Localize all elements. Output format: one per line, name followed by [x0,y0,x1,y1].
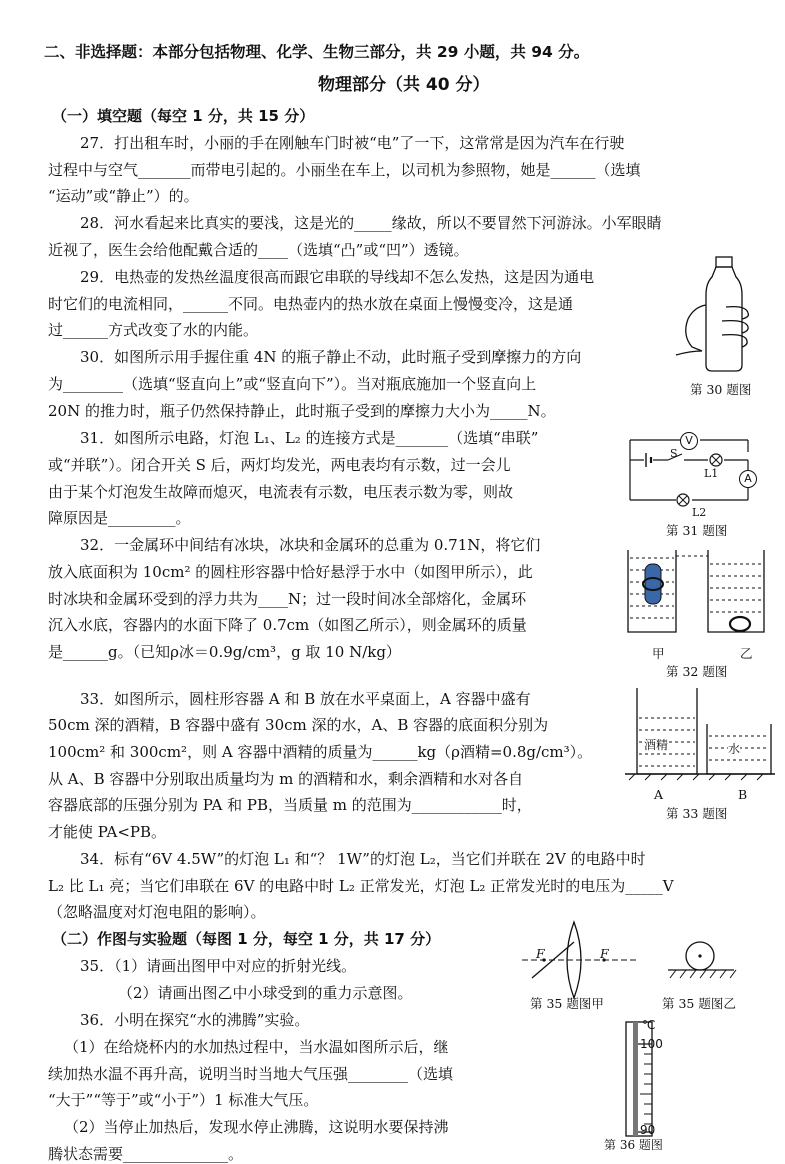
q33-line-2: 50cm 深的酒精，B 容器中盛有 30cm 深的水，A、B 容器的底面积分别为 [48,716,549,734]
q30-line-1: 30．如图所示用手握住重 4N 的瓶子静止不动，此时瓶子受到摩擦力的方向 [80,348,582,366]
figure-35b-caption: 第 35 题图乙 [662,996,736,1011]
q31-line-3: 由于某个灯泡发生故障而熄灭，电流表有示数，电压表示数为零，则故 [48,483,514,501]
q31-line-4: 障原因是_________。 [48,509,191,527]
q29-line-3: 过______方式改变了水的内能。 [48,321,259,339]
figure-32-left-label: 甲 [652,646,665,661]
q32-line-4: 沉入水底，容器内的水面下降了 0.7cm（如图乙所示），则金属环的质量 [48,616,527,634]
q28-line-2: 近视了，医生会给他配戴合适的____（选填“凸”或“凹”）透镜。 [48,241,469,259]
q31-line-2: 或“并联”）。闭合开关 S 后，两灯均发光，两电表均有示数，过一会儿 [48,456,511,474]
q32-line-5: 是______g。（已知ρ冰＝0.9g/cm³，g 取 10 N/kg） [48,643,401,661]
q36-line-3: 续加热水温不再升高，说明当时当地大气压强________（选填 [48,1065,454,1083]
figure-36-bottom-mark: 90 [640,1123,656,1137]
figure-36-caption: 第 36 题图 [604,1138,663,1152]
q36-line-5: （2）当停止加热后，发现水停止沸腾，这说明水要保持沸 [64,1118,449,1136]
figure-32-beakers [624,546,774,638]
figure-33-containers [625,684,775,784]
section-title: 二、非选择题：本部分包括物理、化学、生物三部分，共 29 小题，共 94 分。 [44,43,590,61]
q30-line-3: 20N 的推力时，瓶子仍然保持静止，此时瓶子受到的摩擦力大小为_____N。 [48,402,556,420]
figure-32-caption: 第 32 题图 [666,664,728,679]
lamp-l2-icon [676,493,690,507]
figure-32-right-label: 乙 [740,646,753,661]
figure-35a-caption: 第 35 题图甲 [530,996,604,1011]
l2-label: L2 [692,506,707,519]
q33-line-1: 33．如图所示，圆柱形容器 A 和 B 放在水平桌面上，A 容器中盛有 [80,690,531,708]
q29-line-1: 29．电热壶的发热丝温度很高而跟它串联的导线却不怎么发热，这是因为通电 [80,268,595,286]
figure-35-focus-left: F [536,946,545,961]
q36-line-4: “大于”“等于”或“小于”）1 标准大气压。 [48,1091,319,1109]
figure-36-unit: ℃ [642,1018,656,1032]
q28-line-1: 28．河水看起来比真实的要浅，这是光的_____缘故，所以不要冒然下河游泳。小军眼睛 [80,214,662,232]
q27-line-2: 过程中与空气_______而带电引起的。小丽坐在车上，以司机为参照物，她是______（选填 [48,161,641,179]
q36-line-1: 36．小明在探究“水的沸腾”实验。 [80,1011,310,1029]
q32-line-1: 32．一金属环中间结有冰块，冰块和金属环的总重为 0.71N，将它们 [80,536,541,554]
switch-label: S [670,447,678,460]
figure-35b-ball [664,938,736,980]
q34-line-3: （忽略温度对灯泡电阻的影响）。 [48,903,266,921]
q34-line-2: L₂ 比 L₁ 亮；当它们串联在 6V 的电路中时 L₂ 正常发光，灯泡 L₂ 正常发光时的电压为_____V [48,877,674,895]
l1-label: L1 [704,467,719,480]
q27-line-1: 27．打出租车时，小丽的手在刚触车门时被“电”了一下，这常常是因为汽车在行驶 [80,134,625,152]
figure-33-label-b: B [738,787,748,802]
q34-line-1: 34．标有“6V 4.5W”的灯泡 L₁ 和“？ 1W”的灯泡 L₂，当它们并联在 2V 的电路中时 [80,850,646,868]
figure-31-caption: 第 31 题图 [666,523,728,538]
lamp-l1-icon [709,453,723,467]
fill-in-heading: （一）填空题（每空 1 分，共 15 分） [52,107,315,125]
figure-30-caption: 第 30 题图 [690,382,752,397]
part-title: 物理部分（共 40 分） [318,75,490,95]
q33-line-4: 从 A、B 容器中分别取出质量均为 m 的酒精和水，剩余酒精和水对各自 [48,770,524,788]
q33-line-5: 容器底部的压强分别为 PA 和 PB，当质量 m 的范围为____________时， [48,796,532,814]
q36-line-6: 腾状态需要______________。 [48,1145,244,1163]
q33-line-6: 才能使 PA<PB。 [48,823,167,841]
figure-33-water-label: 水 [728,742,741,756]
q27-line-3: “运动”或“静止”）的。 [48,187,199,205]
figure-35-focus-right: F [600,946,609,961]
figure-36-top-mark: 100 [640,1037,663,1051]
figure-33-label-a: A [654,787,664,802]
q35-line-1: 35．（1）请画出图甲中对应的折射光线。 [80,957,357,975]
ammeter-icon: A [739,470,757,488]
figure-33-alcohol-label: 酒精 [644,738,669,752]
figure-30-bottle-hand [676,255,766,377]
q32-line-2: 放入底面积为 10cm² 的圆柱形容器中恰好悬浮于水中（如图甲所示），此 [48,563,533,581]
voltmeter-icon: V [680,432,698,450]
q35-line-2: （2）请画出图乙中小球受到的重力示意图。 [118,984,413,1002]
q32-line-3: 时冰块和金属环受到的浮力共为____N；过一段时间冰全部熔化，金属环 [48,590,527,608]
drawing-heading: （二）作图与实验题（每图 1 分，每空 1 分，共 17 分） [52,930,441,948]
q29-line-2: 时它们的电流相同，______不同。电热壶内的热水放在桌面上慢慢变冷，这是通 [48,295,574,313]
q36-line-2: （1）在给烧杯内的水加热过程中，当水温如图所示后，继 [64,1038,449,1056]
q30-line-2: 为________（选填“竖直向上”或“竖直向下”）。当对瓶底施加一个竖直向上 [48,375,537,393]
figure-35a-lens [522,920,640,1002]
figure-33-caption: 第 33 题图 [666,806,728,821]
q33-line-3: 100cm² 和 300cm²，则 A 容器中酒精的质量为______kg（ρ酒精=0.8g/cm³）。 [48,743,593,761]
q31-line-1: 31．如图所示电路，灯泡 L₁、L₂ 的连接方式是_______（选填“串联” [80,429,539,447]
